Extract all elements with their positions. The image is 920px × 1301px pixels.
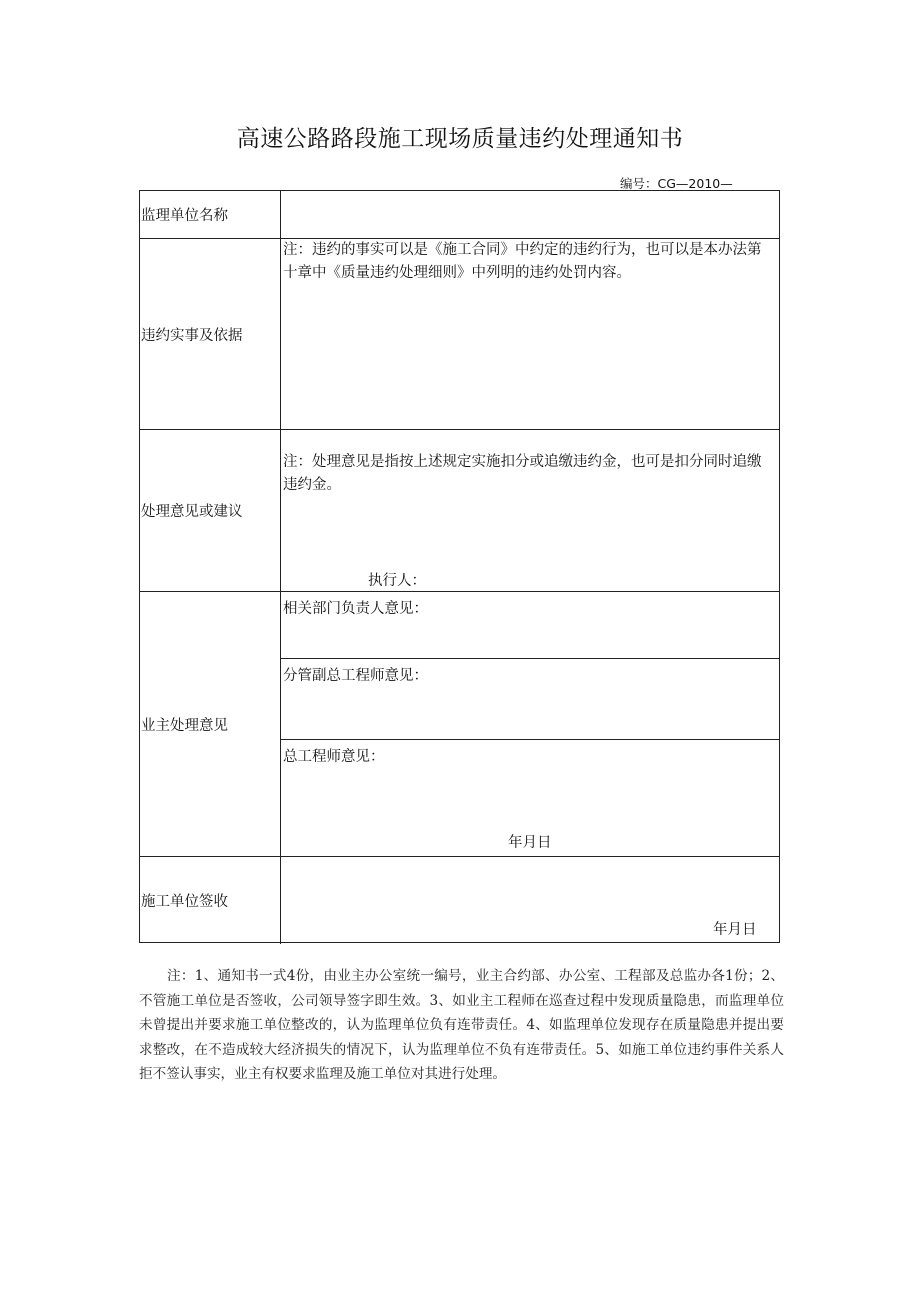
contractor-sign-field[interactable]: [281, 857, 779, 944]
violation-facts-label: 违约实事及依据: [140, 239, 281, 429]
owner-opinion-date: 年月日: [508, 835, 552, 851]
deputy-chief-opinion-label: 分管副总工程师意见：: [283, 668, 428, 684]
contractor-sign-label: 施工单位签收: [140, 857, 281, 944]
row-handling-opinion: [140, 430, 779, 592]
dept-head-opinion-label: 相关部门负责人意见：: [283, 601, 428, 617]
handling-note: 注：处理意见是指按上述规定实施扣分或追缴违约金，也可是扣分同时追缴违约金。: [283, 454, 762, 493]
dept-head-opinion-cell[interactable]: [281, 592, 779, 659]
row-supervisor-name: [140, 191, 779, 239]
supervisor-name-label: 监理单位名称: [140, 191, 281, 238]
violation-facts-field[interactable]: [281, 239, 779, 429]
owner-opinion-field: [281, 592, 779, 856]
document-title: 高速公路路段施工现场质量违约处理通知书: [236, 126, 684, 152]
notice-form-table: [139, 190, 780, 943]
contractor-sign-date: 年月日: [713, 922, 757, 938]
executor-label: 执行人：: [368, 573, 426, 589]
chief-engineer-opinion-cell[interactable]: [281, 740, 779, 857]
violation-note: 注：违约的事实可以是《施工合同》中约定的违约行为，也可以是本办法第十章中《质量违约处理细则》中列明的违约处罚内容。: [283, 242, 762, 281]
handling-opinion-label: 处理意见或建议: [140, 430, 281, 591]
handling-opinion-field[interactable]: [281, 430, 779, 591]
serial-number: 编号：CG—2010—: [620, 176, 733, 191]
chief-engineer-opinion-label: 总工程师意见：: [283, 749, 385, 765]
deputy-chief-opinion-cell[interactable]: [281, 659, 779, 740]
owner-opinion-label: 业主处理意见: [140, 592, 281, 856]
supervisor-name-field[interactable]: [281, 191, 779, 238]
row-violation-facts: [140, 239, 779, 430]
row-owner-opinion: [140, 592, 779, 857]
row-contractor-sign: [140, 857, 779, 944]
footnote-text: 注：1、通知书一式4份，由业主办公室统一编号，业主合约部、办公室、工程部及总监办各1份；2、不管施工单位是否签收，公司领导签字即生效。3、如业主工程师在巡查过程中发现质量隐患，而监理单位未曾提出并要求施工单位整改的，认为监理单位负有连带责任。4、如监理单位发现存在质量隐患并提出要求整改，在不造成较大经济损失的情况下，认为监理单位不负有连带责任。5、如施工单位违约事件关系人拒不签认事实，业主有权要求监理及施工单位对其进行处理。: [139, 968, 784, 1082]
